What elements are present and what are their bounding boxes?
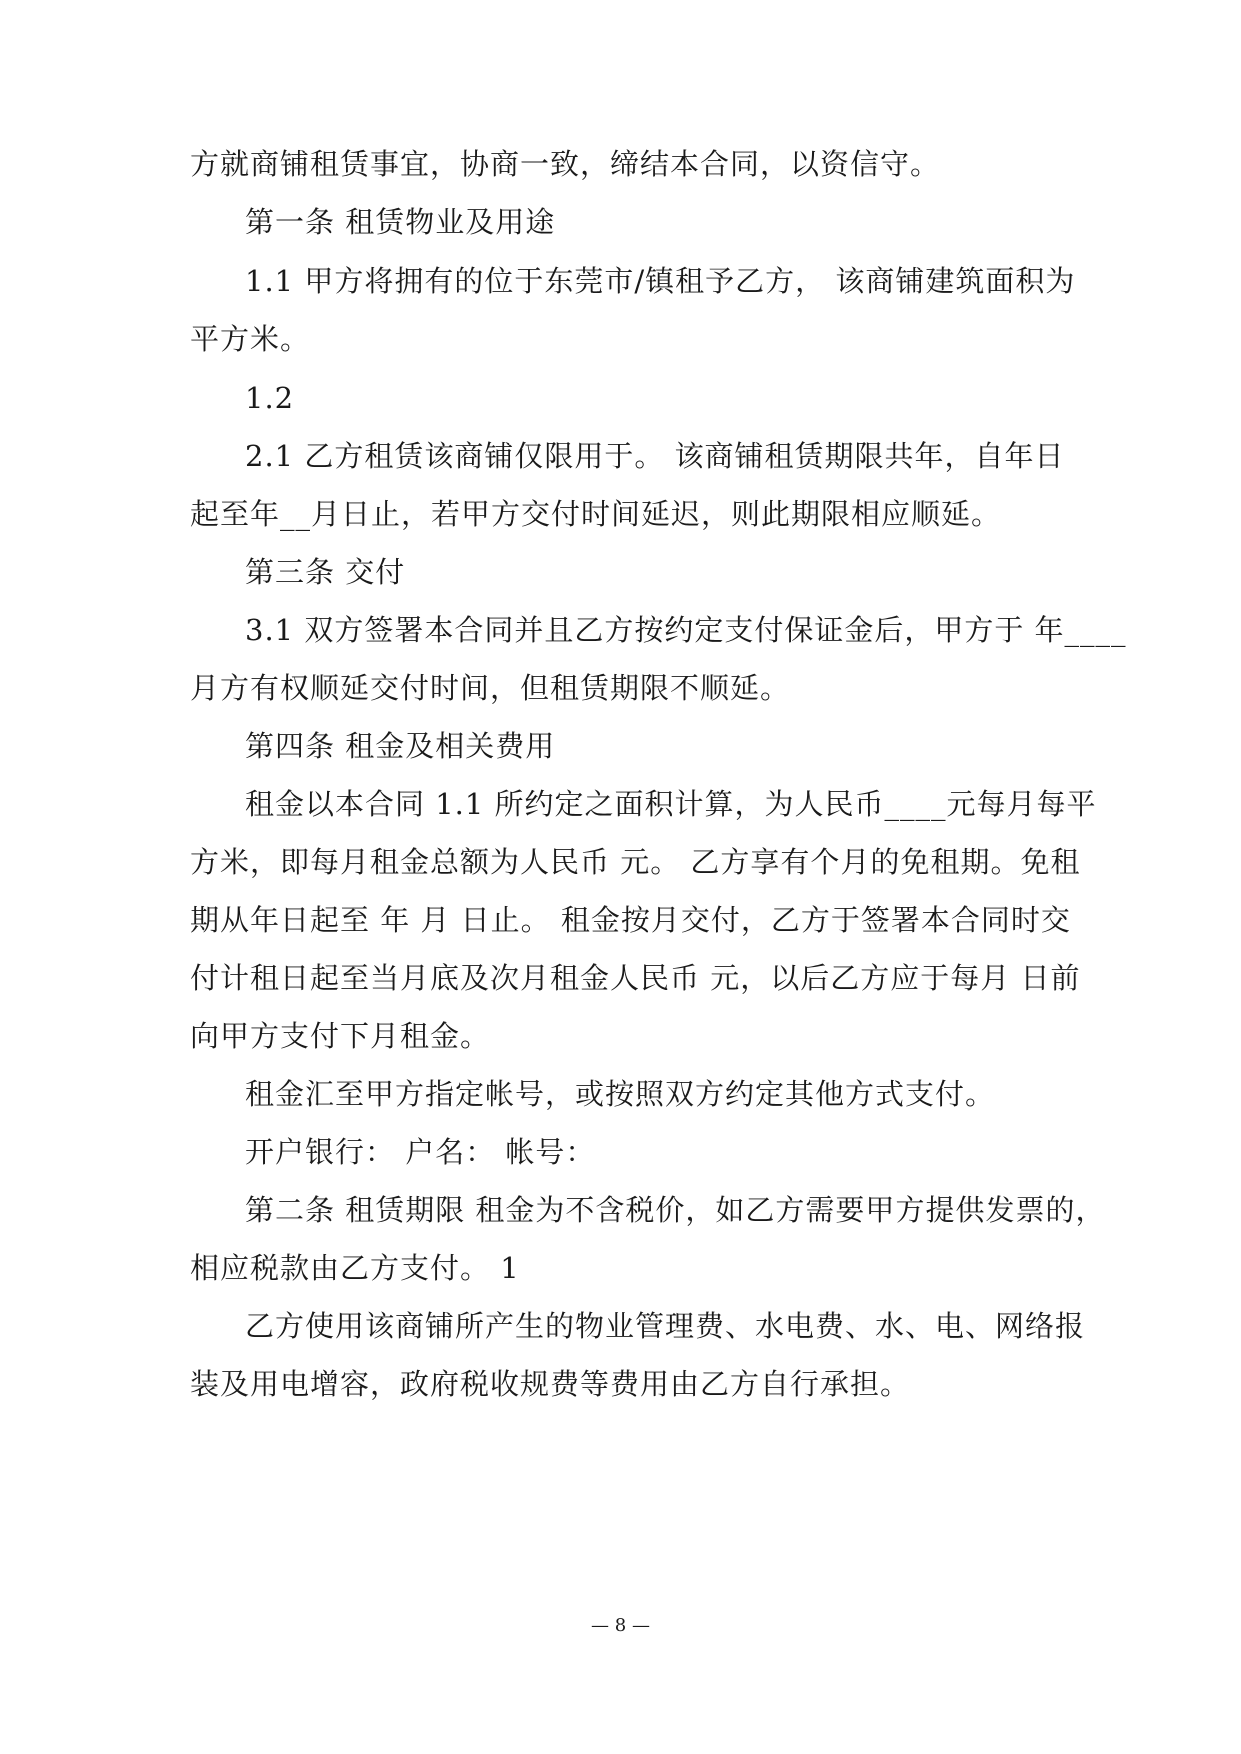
text-line: 装及用电增容，政府税收规费等费用由乙方自行承担。 (190, 1367, 911, 1401)
text-line: 期从年日起至 年 月 日止。 租金按月交付，乙方于签署本合同时交 (190, 903, 1071, 937)
text-line: 乙方使用该商铺所产生的物业管理费、水电费、水、电、网络报 (245, 1309, 1086, 1343)
text-line: 1.2 (245, 381, 295, 415)
text-line: 付计租日起至当月底及次月租金人民币 元，以后乙方应于每月 日前 (190, 961, 1081, 995)
text-line: 平方米。 (190, 322, 311, 356)
text-line: 方就商铺租赁事宜，协商一致，缔结本合同，以资信守。 (190, 147, 941, 181)
page-number: — 8 — (591, 1615, 650, 1636)
text-line: 租金以本合同 1.1 所约定之面积计算，为人民币____元每月每平 (245, 787, 1097, 821)
text-line: 租金汇至甲方指定帐号，或按照双方约定其他方式支付。 (245, 1077, 996, 1111)
text-line: 相应税款由乙方支付。 1 (190, 1251, 520, 1285)
text-line: 3.1 双方签署本合同并且乙方按约定支付保证金后，甲方于 年____ (245, 613, 1127, 647)
section-heading: 第四条 租金及相关费用 (245, 729, 556, 763)
text-line: 月方有权顺延交付时间，但租赁期限不顺延。 (190, 671, 791, 705)
section-heading: 第三条 交付 (245, 555, 406, 589)
text-line: 方米，即每月租金总额为人民币 元。 乙方享有个月的免租期。免租 (190, 845, 1081, 879)
text-line: 开户银行： 户名： 帐号： (245, 1135, 596, 1169)
text-line: 向甲方支付下月租金。 (190, 1019, 491, 1053)
text-line: 起至年__月日止，若甲方交付时间延迟，则此期限相应顺延。 (190, 497, 1002, 531)
section-heading: 第一条 租赁物业及用途 (245, 205, 556, 239)
section-heading: 第二条 租赁期限 租金为不含税价，如乙方需要甲方提供发票的， (245, 1193, 1106, 1227)
text-line: 2.1 乙方租赁该商铺仅限用于。 该商铺租赁期限共年，自年日 (245, 439, 1065, 473)
text-line: 1.1 甲方将拥有的位于东莞市/镇租予乙方， 该商铺建筑面积为 (245, 264, 1076, 298)
